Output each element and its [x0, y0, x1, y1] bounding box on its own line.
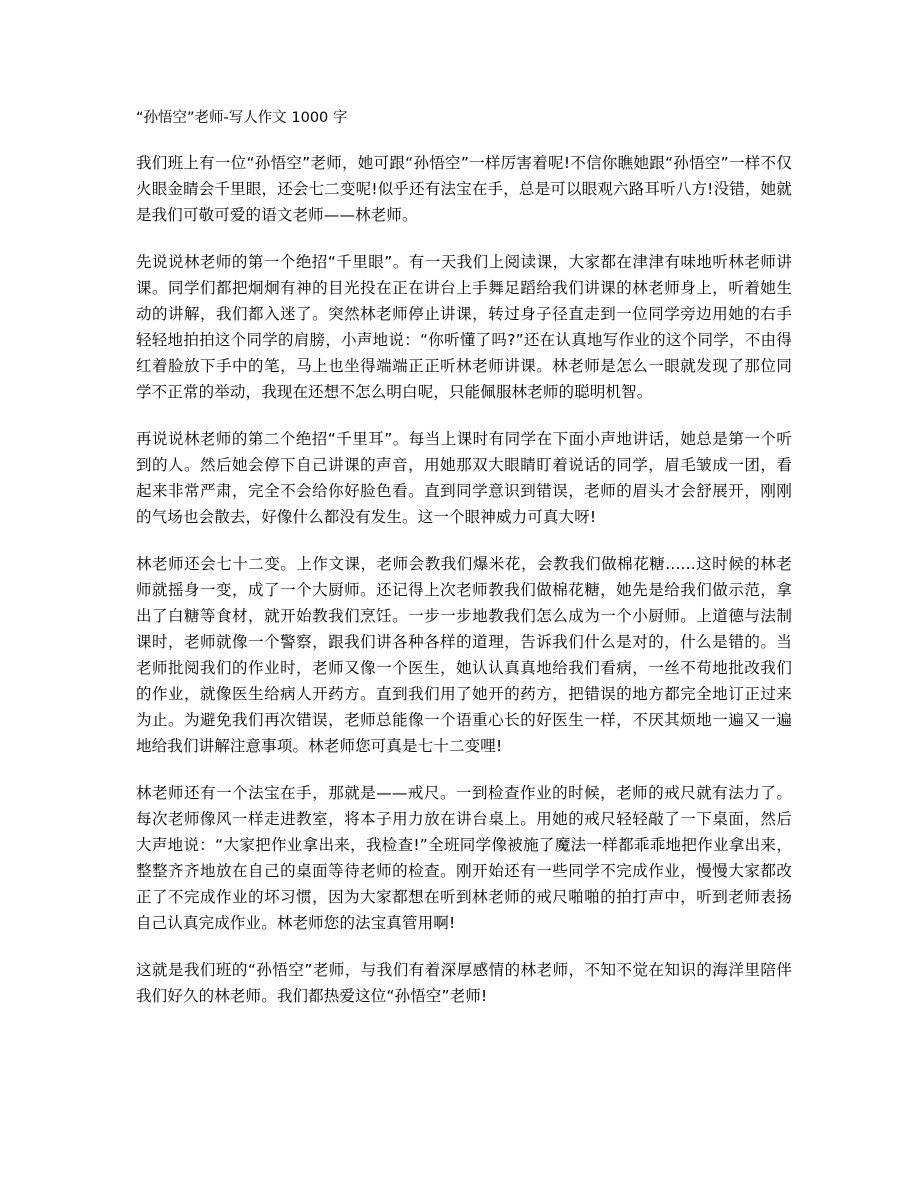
paragraph-ruler-treasure: 林老师还有一个法宝在手，那就是——戒尺。一到检查作业的时候，老师的戒尺就有法力了。每次老师像风一样走进教室，将本子用力放在讲台桌上。用她的戒尺轻轻敲了一下桌面，然后大声地说：“大家把作业拿出来，我检查!”全班同学像被施了魔法一样都乖乖地把作业拿出来，整整齐齐地放在自己的桌面等待老师的检查。刚开始还有一些同学不完成作业，慢慢大家都改正了不完成作业的坏习惯，因为大家都想在听到林老师的戒尺啪啪的拍打声中，听到老师表扬自己认真完成作业。林老师您的法宝真管用啊!	[136, 784, 792, 932]
paragraph-conclusion: 这就是我们班的“孙悟空”老师，与我们有着深厚感情的林老师，不知不觉在知识的海洋里陪伴我们好久的林老师。我们都热爱这位“孙悟空”老师!	[136, 961, 792, 1005]
paragraph-seventy-two-transformations: 林老师还会七十二变。上作文课，老师会教我们爆米花，会教我们做棉花糖......这时候的林老师就摇身一变，成了一个大厨师。还记得上次老师教我们做棉花糖，她先是给我们做示范，拿出了白糖等食材，就开始教我们烹饪。一步一步地教我们怎么成为一个小厨师。上道德与法制课时，老师就像一个警察，跟我们讲各种各样的道理，告诉我们什么是对的，什么是错的。当老师批阅我们的作业时，老师又像一个医生，她认认真真地给我们看病，一丝不苟地批改我们的作业，就像医生给病人开药方。直到我们用了她开的药方，把错误的地方都完全地订正过来为止。为避免我们再次错误，老师总能像一个语重心长的好医生一样，不厌其烦地一遍又一遍地给我们讲解注意事项。林老师您可真是七十二变哩!	[136, 555, 792, 755]
paragraph-intro: 我们班上有一位“孙悟空”老师，她可跟“孙悟空”一样厉害着呢!不信你瞧她跟“孙悟空”一样不仅火眼金睛会千里眼，还会七二变呢!似乎还有法宝在手，总是可以眼观六路耳听八方!没错，她就是我们可敬可爱的语文老师——林老师。	[136, 154, 792, 224]
paragraph-thousand-mile-ear: 再说说林老师的第二个绝招“千里耳”。每当上课时有同学在下面小声地讲话，她总是第一个听到的人。然后她会停下自己讲课的声音，用她那双大眼睛盯着说话的同学，眉毛皱成一团，看起来非常严肃，完全不会给你好脸色看。直到同学意识到错误，老师的眉头才会舒展开，刚刚的气场也会散去，好像什么都没有发生。这一个眼神威力可真大呀!	[136, 430, 792, 526]
paragraph-thousand-mile-eye: 先说说林老师的第一个绝招“千里眼”。有一天我们上阅读课，大家都在津津有味地听林老师讲课。同学们都把炯炯有神的目光投在正在讲台上手舞足蹈给我们讲课的林老师身上，听着她生动的讲解，我们都入迷了。突然林老师停止讲课，转过身子径直走到一位同学旁边用她的右手轻轻地拍拍这个同学的肩膀，小声地说：“你听懂了吗?”还在认真地写作业的这个同学，不由得红着脸放下手中的笔，马上也坐得端端正正听林老师讲课。林老师是怎么一眼就发现了那位同学不正常的举动，我现在还想不怎么明白呢，只能佩服林老师的聪明机智。	[136, 253, 792, 401]
document-title: “孙悟空”老师-写人作文 1000 字	[136, 110, 348, 126]
